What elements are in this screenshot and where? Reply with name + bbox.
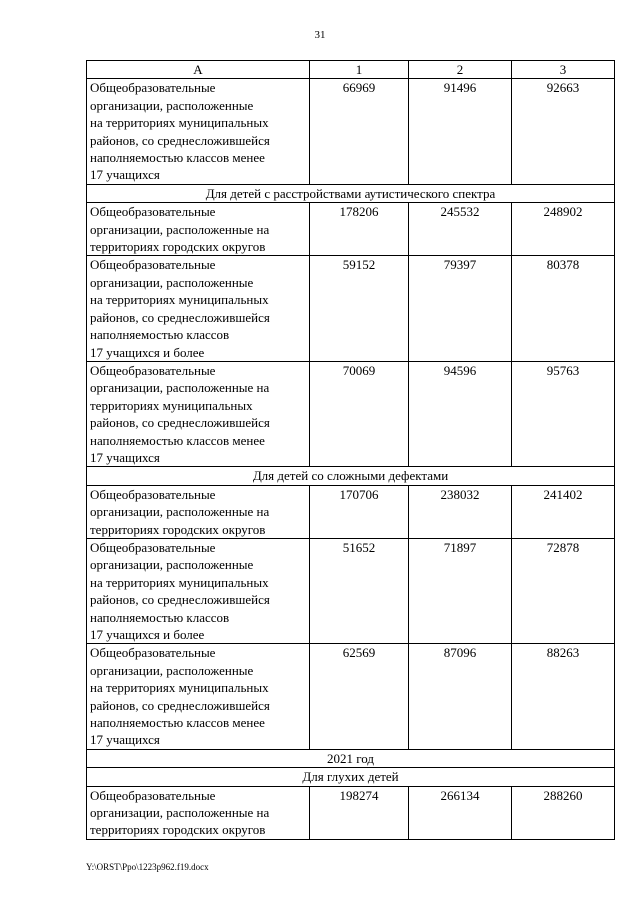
row-value: 62569 [310,644,409,749]
row-description: Общеобразовательные организации, расположенные на территориях городских округов [87,203,310,256]
table-row [87,361,615,466]
table-header-row [87,61,615,79]
table-row [87,203,615,256]
row-value: 241402 [512,485,615,538]
section-row [87,184,615,202]
section-row [87,768,615,786]
row-value: 80378 [512,256,615,361]
row-value: 71897 [409,538,512,643]
table-row [87,485,615,538]
row-value: 266134 [409,786,512,839]
row-description: Общеобразовательные организации, расположенные на территориях муниципальных районов, со среднесложившейся наполняемостью классов 17 учащихся и более [87,538,310,643]
row-value: 94596 [409,361,512,466]
row-value: 92663 [512,79,615,184]
section-title: Для детей с расстройствами аутистического спектра [87,184,615,202]
row-description: Общеобразовательные организации, расположенные на территориях муниципальных районов, со среднесложившейся наполняемостью классов менее 17 учащихся [87,644,310,749]
section-title: Для детей со сложными дефектами [87,467,615,485]
row-value: 178206 [310,203,409,256]
table-row [87,786,615,839]
section-title: Для глухих детей [87,768,615,786]
row-description: Общеобразовательные организации, расположенные на территориях муниципальных районов, со среднесложившейся наполняемостью классов менее 17 учащихся [87,79,310,184]
row-description: Общеобразовательные организации, расположенные на территориях муниципальных районов, со среднесложившейся наполняемостью классов менее 17 учащихся [87,361,310,466]
row-value: 170706 [310,485,409,538]
table-row [87,644,615,749]
page-number: 31 [314,29,326,41]
row-value: 87096 [409,644,512,749]
column-header: А [87,61,310,79]
row-value: 238032 [409,485,512,538]
table-row [87,79,615,184]
file-path-footer: Y:\ORST\Ppo\1223p962.f19.docx [86,862,209,872]
row-value: 288260 [512,786,615,839]
section-row [87,467,615,485]
row-value: 59152 [310,256,409,361]
data-table [86,60,615,840]
section-title: 2021 год [87,749,615,767]
column-header: 3 [512,61,615,79]
section-row [87,749,615,767]
row-value: 248902 [512,203,615,256]
row-value: 245532 [409,203,512,256]
table-row [87,256,615,361]
row-value: 198274 [310,786,409,839]
row-description: Общеобразовательные организации, расположенные на территориях городских округов [87,485,310,538]
row-value: 88263 [512,644,615,749]
row-value: 51652 [310,538,409,643]
row-value: 70069 [310,361,409,466]
column-header: 2 [409,61,512,79]
row-value: 79397 [409,256,512,361]
row-value: 72878 [512,538,615,643]
column-header: 1 [310,61,409,79]
row-description: Общеобразовательные организации, расположенные на территориях городских округов [87,786,310,839]
row-value: 66969 [310,79,409,184]
row-value: 95763 [512,361,615,466]
row-description: Общеобразовательные организации, расположенные на территориях муниципальных районов, со среднесложившейся наполняемостью классов 17 учащихся и более [87,256,310,361]
row-value: 91496 [409,79,512,184]
table-row [87,538,615,643]
